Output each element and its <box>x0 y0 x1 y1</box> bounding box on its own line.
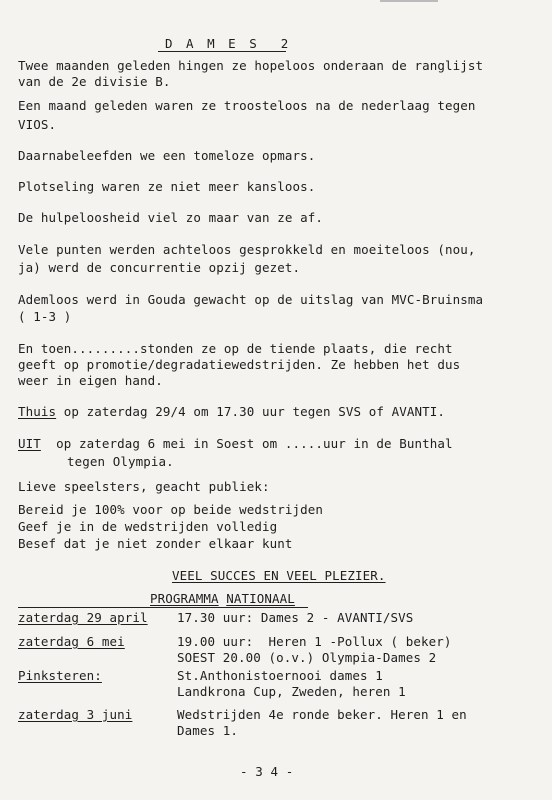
page-number: - 3 4 - <box>240 764 294 779</box>
program-heading-b: NATIONAAL <box>226 591 295 606</box>
program-date: zaterdag 6 mei <box>18 634 125 649</box>
appeal-line: Geef je in de wedstrijden volledig <box>18 519 278 534</box>
paragraph-line: ja) werd de concurrentie opzij gezet. <box>18 260 301 275</box>
program-entry: Landkrona Cup, Zweden, heren 1 <box>177 684 406 699</box>
paragraph-line: Plotseling waren ze niet meer kansloos. <box>18 179 316 194</box>
paragraph-line: Ademloos werd in Gouda gewacht op de uitslag van MVC-Bruinsma <box>18 292 484 307</box>
program-entry: 19.00 uur: Heren 1 -Pollux ( beker) <box>177 634 452 649</box>
paragraph-line: De hulpeloosheid viel zo maar van ze af. <box>18 210 324 225</box>
program-entry: Wedstrijden 4e ronde beker. Heren 1 en <box>177 707 467 722</box>
slogan: VEEL SUCCES EN VEEL PLEZIER. <box>172 568 386 583</box>
appeal-line: Lieve speelsters, geacht publiek: <box>18 479 270 494</box>
away-text: op zaterdag 6 mei in Soest om .....uur in de Bunthal <box>40 436 453 451</box>
paragraph-line: van de 2e divisie B. <box>18 74 171 89</box>
program-entry: 17.30 uur: Dames 2 - AVANTI/SVS <box>177 610 414 625</box>
program-date: zaterdag 29 april <box>18 610 148 625</box>
program-entry: St.Anthonistoernooi dames 1 <box>177 668 383 683</box>
title-underline <box>158 51 286 52</box>
away-match-line-2: tegen Olympia. <box>67 454 174 469</box>
program-date: Pinksteren: <box>18 668 102 683</box>
program-heading-a: PROGRAMMA <box>150 591 219 606</box>
paragraph-line: Vele punten werden achteloos gesprokkeld en moeiteloos (nou, <box>18 242 476 257</box>
program-entry: SOEST 20.00 (o.v.) Olympia-Dames 2 <box>177 650 437 665</box>
paragraph-line: geeft op promotie/degradatiewedstrijden. Ze hebben het dus <box>18 357 461 372</box>
scan-artifact <box>380 0 438 2</box>
page-title: D A M E S 2 <box>165 36 292 51</box>
paragraph-line: En toen.........stonden ze op de tiende plaats, die recht <box>18 341 453 356</box>
appeal-line: Besef dat je niet zonder elkaar kunt <box>18 536 293 551</box>
program-heading <box>150 591 295 607</box>
paragraph-line: Twee maanden geleden hingen ze hopeloos onderaan de ranglijst <box>18 58 484 73</box>
away-label: UIT <box>18 436 41 451</box>
paragraph-line: Daarnabeleefden we een tomeloze opmars. <box>18 148 316 163</box>
program-date: zaterdag 3 juni <box>18 707 133 722</box>
home-text: op zaterdag 29/4 om 17.30 uur tegen SVS of AVANTI. <box>56 404 446 419</box>
away-match-line <box>18 436 453 452</box>
home-match-line <box>18 404 445 420</box>
program-rule <box>18 607 308 608</box>
paragraph-line: ( 1-3 ) <box>18 309 72 324</box>
home-label: Thuis <box>18 404 57 419</box>
paragraph-line: VIOS. <box>18 117 57 132</box>
appeal-line: Bereid je 100% voor op beide wedstrijden <box>18 502 324 517</box>
paragraph-line: Een maand geleden waren ze troosteloos na de nederlaag tegen <box>18 98 476 113</box>
paragraph-line: weer in eigen hand. <box>18 373 163 388</box>
program-entry: Dames 1. <box>177 723 239 738</box>
